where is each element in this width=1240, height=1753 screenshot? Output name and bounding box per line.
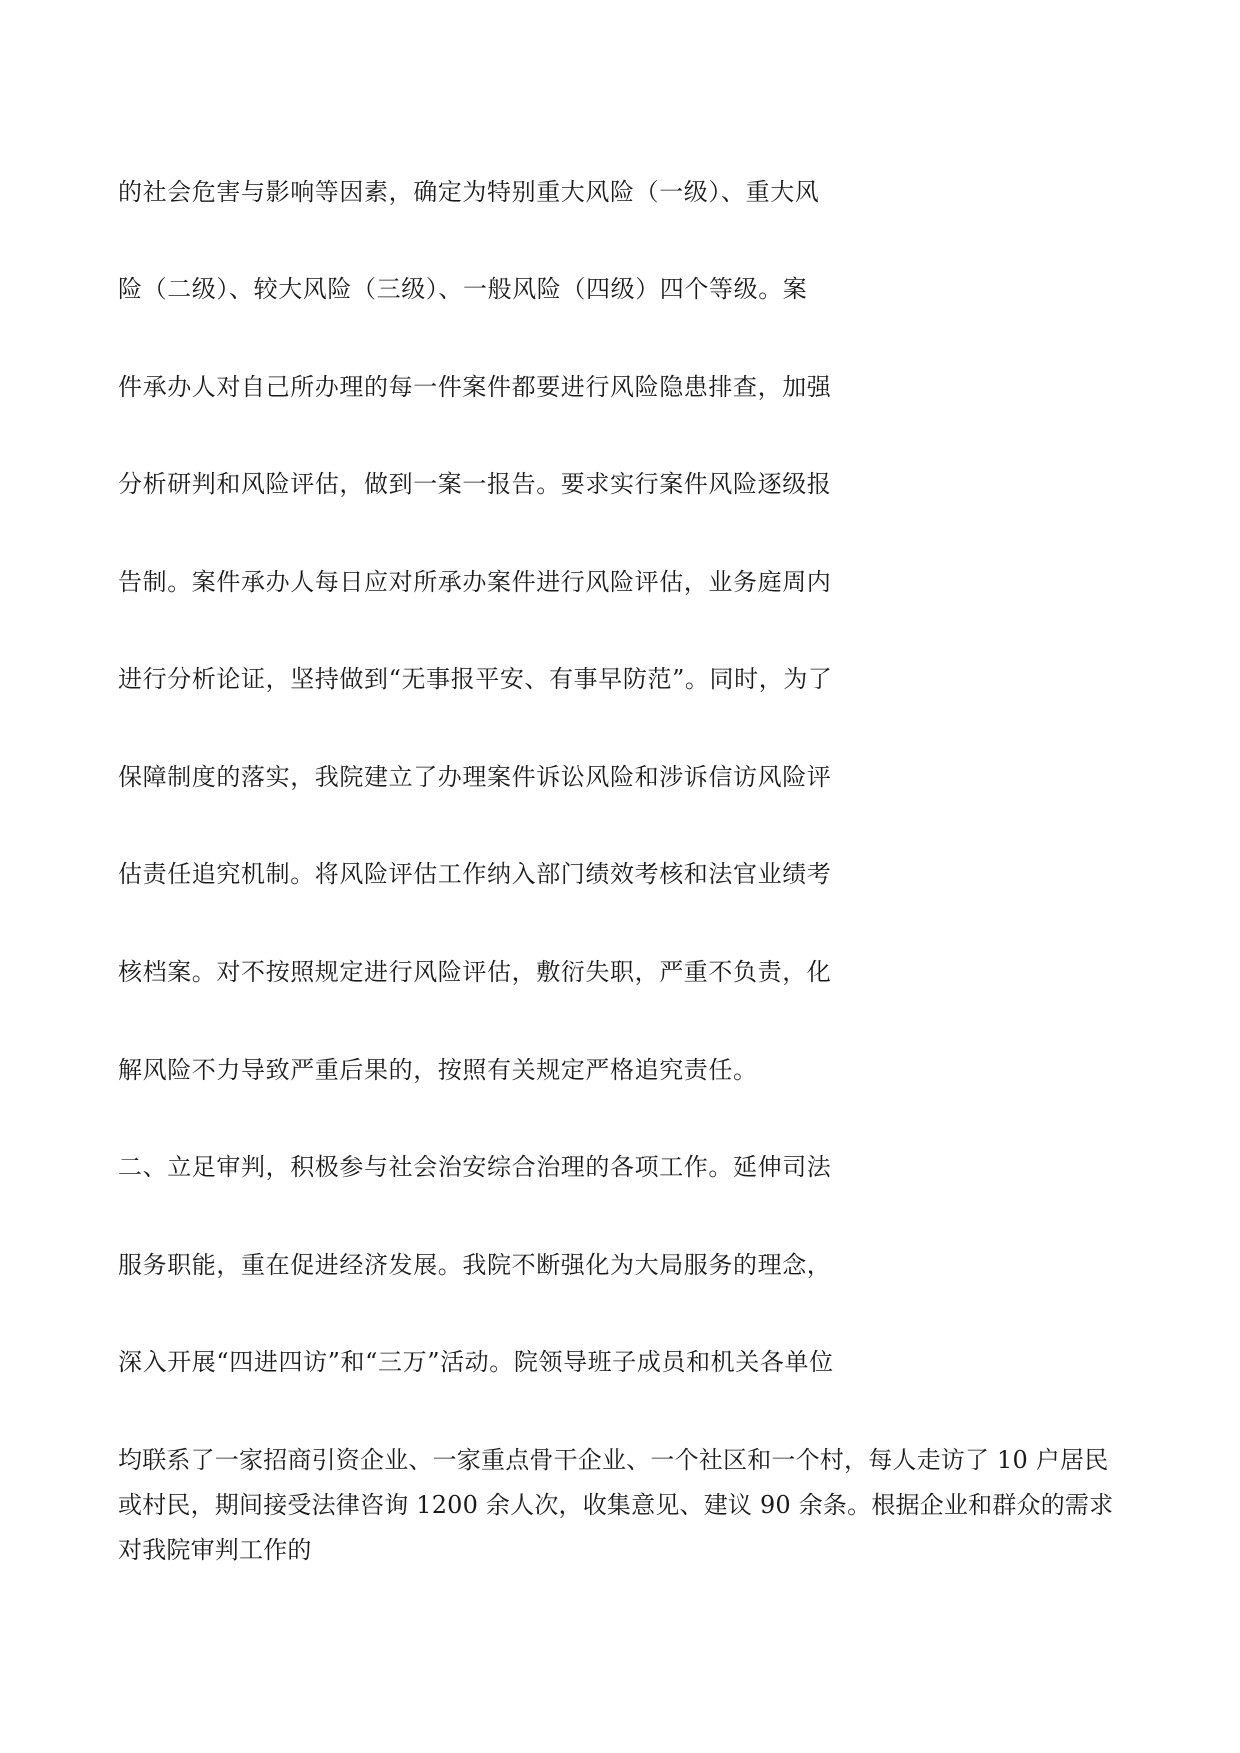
paragraph-line: 估责任追究机制。将风险评估工作纳入部门绩效考核和法官业绩考 <box>118 860 832 888</box>
paragraph-line: 或村民，期间接受法律咨询 1200 余人次，收集意见、建议 90 余条。根据企业和群众的需求 <box>118 1491 1114 1519</box>
paragraph-line: 服务职能，重在促进经济发展。我院不断强化为大局服务的理念， <box>118 1251 832 1279</box>
paragraph-line: 对我院审判工作的 <box>118 1536 312 1564</box>
paragraph-line: 的社会危害与影响等因素，确定为特别重大风险（一级）、重大风 <box>118 178 820 206</box>
paragraph-line: 险（二级）、较大风险（三级）、一般风险（四级）四个等级。案 <box>118 275 808 303</box>
paragraph-line: 解风险不力导致严重后果的，按照有关规定严格追究责任。 <box>118 1056 758 1084</box>
section-heading-line: 二、立足审判，积极参与社会治安综合治理的各项工作。延伸司法 <box>118 1153 832 1181</box>
paragraph-line: 件承办人对自己所办理的每一件案件都要进行风险隐患排查，加强 <box>118 373 832 401</box>
paragraph-line: 分析研判和风险评估，做到一案一报告。要求实行案件风险逐级报 <box>118 470 832 498</box>
paragraph-line: 深入开展“四进四访”和“三万”活动。院领导班子成员和机关各单位 <box>118 1348 834 1376</box>
paragraph-line: 进行分析论证，坚持做到“无事报平安、有事早防范”。同时，为了 <box>118 665 833 693</box>
paragraph-line: 均联系了一家招商引资企业、一家重点骨干企业、一个社区和一个村，每人走访了 10 户居民 <box>118 1446 1109 1474</box>
paragraph-line: 保障制度的落实，我院建立了办理案件诉讼风险和涉诉信访风险评 <box>118 763 832 791</box>
paragraph-line: 告制。案件承办人每日应对所承办案件进行风险评估，业务庭周内 <box>118 568 832 596</box>
paragraph-line: 核档案。对不按照规定进行风险评估，敷衍失职，严重不负责，化 <box>118 958 832 986</box>
